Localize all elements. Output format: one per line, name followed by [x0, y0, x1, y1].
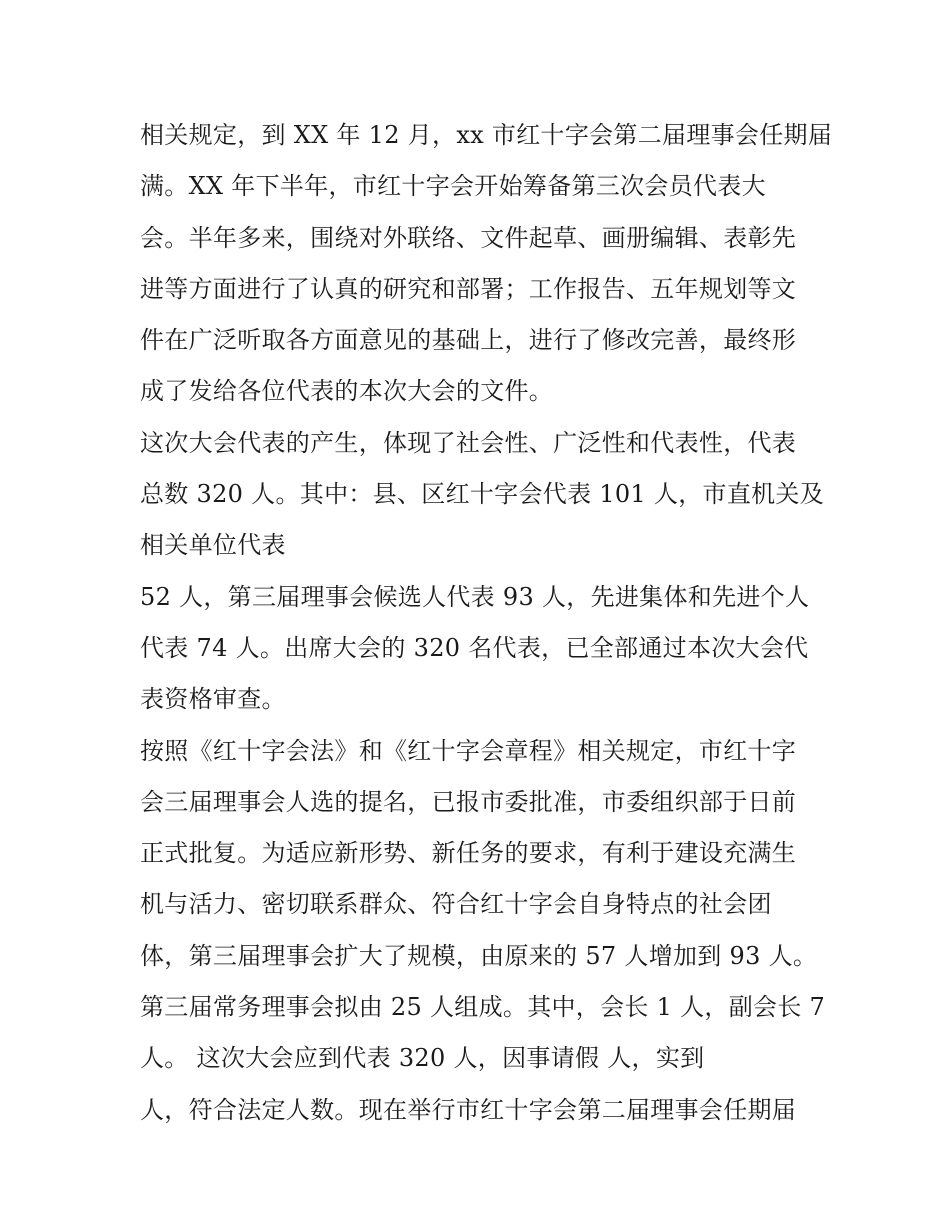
text-line: 相关规定，到 XX 年 12 月，xx 市红十字会第二届理事会任期届 [140, 121, 833, 149]
text-line: 人，符合法定人数。现在举行市红十字会第二届理事会任期届 [140, 1095, 797, 1124]
text-line: 总数 320 人。其中：县、区红十字会代表 101 人，市直机关及 [140, 480, 825, 509]
text-line: 会。半年多来，围绕对外联络、文件起草、画册编辑、表彰先 [140, 223, 797, 252]
text-line: 成了发给各位代表的本次大会的文件。 [140, 377, 554, 406]
text-line: 正式批复。为适应新形势、新任务的要求，有利于建设充满生 [140, 839, 797, 868]
text-line: 体，第三届理事会扩大了规模，由原来的 57 人增加到 93 人。 [140, 941, 818, 970]
text-line: 表资格审查。 [140, 685, 286, 714]
text-line: 第三届常务理事会拟由 25 人组成。其中，会长 1 人，副会长 7 [140, 993, 826, 1022]
text-line: 相关单位代表 [140, 531, 286, 560]
text-line: 件在广泛听取各方面意见的基础上，进行了修改完善，最终形 [140, 326, 797, 355]
document-body [140, 110, 833, 1136]
text-line: 这次大会代表的产生，体现了社会性、广泛性和代表性，代表 [140, 428, 797, 457]
text-line: 52 人，第三届理事会候选人代表 93 人，先进集体和先进个人 [140, 582, 810, 611]
text-line: 会三届理事会人选的提名，已报市委批准，市委组织部于日前 [140, 787, 797, 816]
text-line: 进等方面进行了认真的研究和部署；工作报告、五年规划等文 [140, 274, 797, 303]
text-line: 按照《红十字会法》和《红十字会章程》相关规定，市红十字 [140, 736, 797, 765]
text-line: 机与活力、密切联系群众、符合红十字会自身特点的社会团 [140, 890, 772, 919]
text-line: 满。XX 年下半年，市红十字会开始筹备第三次会员代表大 [140, 172, 766, 201]
text-line: 人。 这次大会应到代表 320 人，因事请假 人，实到 [140, 1044, 705, 1073]
text-line: 代表 74 人。出席大会的 320 名代表，已全部通过本次大会代 [140, 633, 809, 662]
